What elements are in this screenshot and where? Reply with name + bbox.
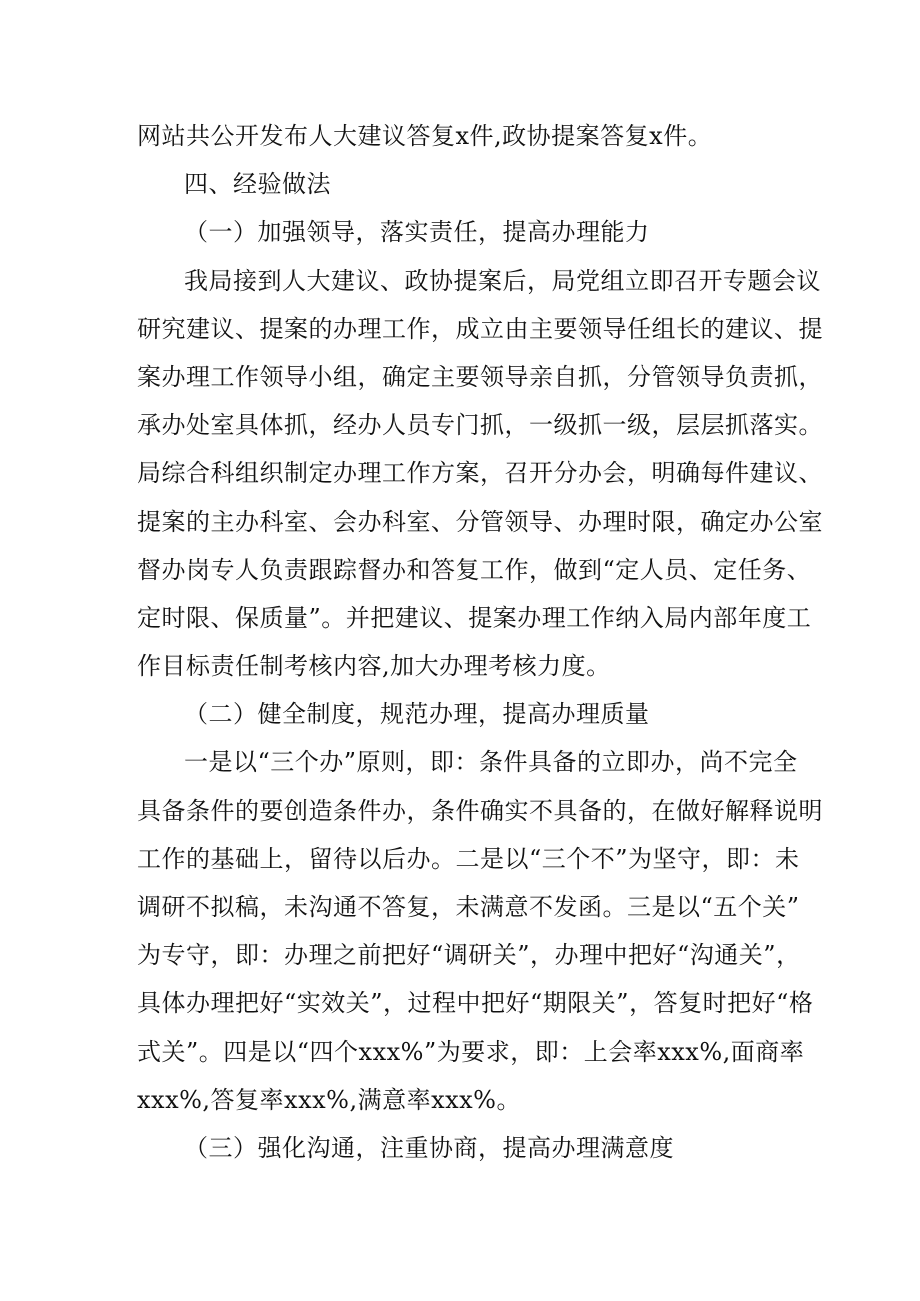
- subsection-heading: （三）强化沟通，注重协商，提高办理满意度: [184, 1133, 674, 1162]
- paragraph-line: 督办岗专人负责跟踪督办和答复工作，做到“定人员、定任务、: [137, 555, 812, 584]
- subsection-heading: （二）健全制度，规范办理，提高办理质量: [184, 700, 650, 729]
- document-body: [137, 112, 823, 1172]
- paragraph-line: 一是以“三个办”原则，即：条件具备的立即办，尚不完全: [184, 748, 798, 777]
- paragraph-line: 作目标责任制考核内容,加大办理考核力度。: [137, 652, 611, 681]
- paragraph-line: 网站共公开发布人大建议答复x件,政协提案答复x件。: [137, 122, 713, 150]
- paragraph-line: 案办理工作领导小组，确定主要领导亲自抓，分管领导负责抓，: [137, 362, 823, 391]
- subsection-heading: （一）加强领导，落实责任，提高办理能力: [184, 218, 650, 247]
- paragraph-line: 具体办理把好“实效关”，过程中把好“期限关”，答复时把好“格: [137, 989, 814, 1018]
- paragraph-line: 工作的基础上，留待以后办。二是以“三个不”为坚守，即：未: [137, 844, 800, 873]
- paragraph-line: 为专守，即：办理之前把好“调研关”，办理中把好“沟通关”，: [137, 941, 801, 970]
- paragraph-line: xxx%,答复率xxx%,满意率xxx%。: [137, 1085, 521, 1114]
- paragraph-line: 承办处室具体抓，经办人员专门抓，一级抓一级，层层抓落实。: [137, 411, 823, 440]
- paragraph-line: 我局接到人大建议、政协提案后，局党组立即召开专题会议: [184, 266, 821, 295]
- section-heading: 四、经验做法: [184, 170, 331, 199]
- paragraph-line: 调研不拟稿，未沟通不答复，未满意不发函。三是以“五个关”: [137, 893, 800, 921]
- paragraph-line: 式关”。四是以“四个xxx%”为要求，即：上会率xxx%,面商率: [137, 1037, 805, 1066]
- paragraph-line: 提案的主办科室、会办科室、分管领导、办理时限，确定办公室: [137, 507, 823, 536]
- paragraph-line: 研究建议、提案的办理工作，成立由主要领导任组长的建议、提: [137, 314, 823, 343]
- paragraph-line: 局综合科组织制定办理工作方案，召开分办会，明确每件建议、: [137, 459, 823, 488]
- paragraph-line: 具备条件的要创造条件办，条件确实不具备的，在做好解释说明: [137, 796, 823, 825]
- paragraph-line: 定时限、保质量”。并把建议、提案办理工作纳入局内部年度工: [137, 603, 812, 632]
